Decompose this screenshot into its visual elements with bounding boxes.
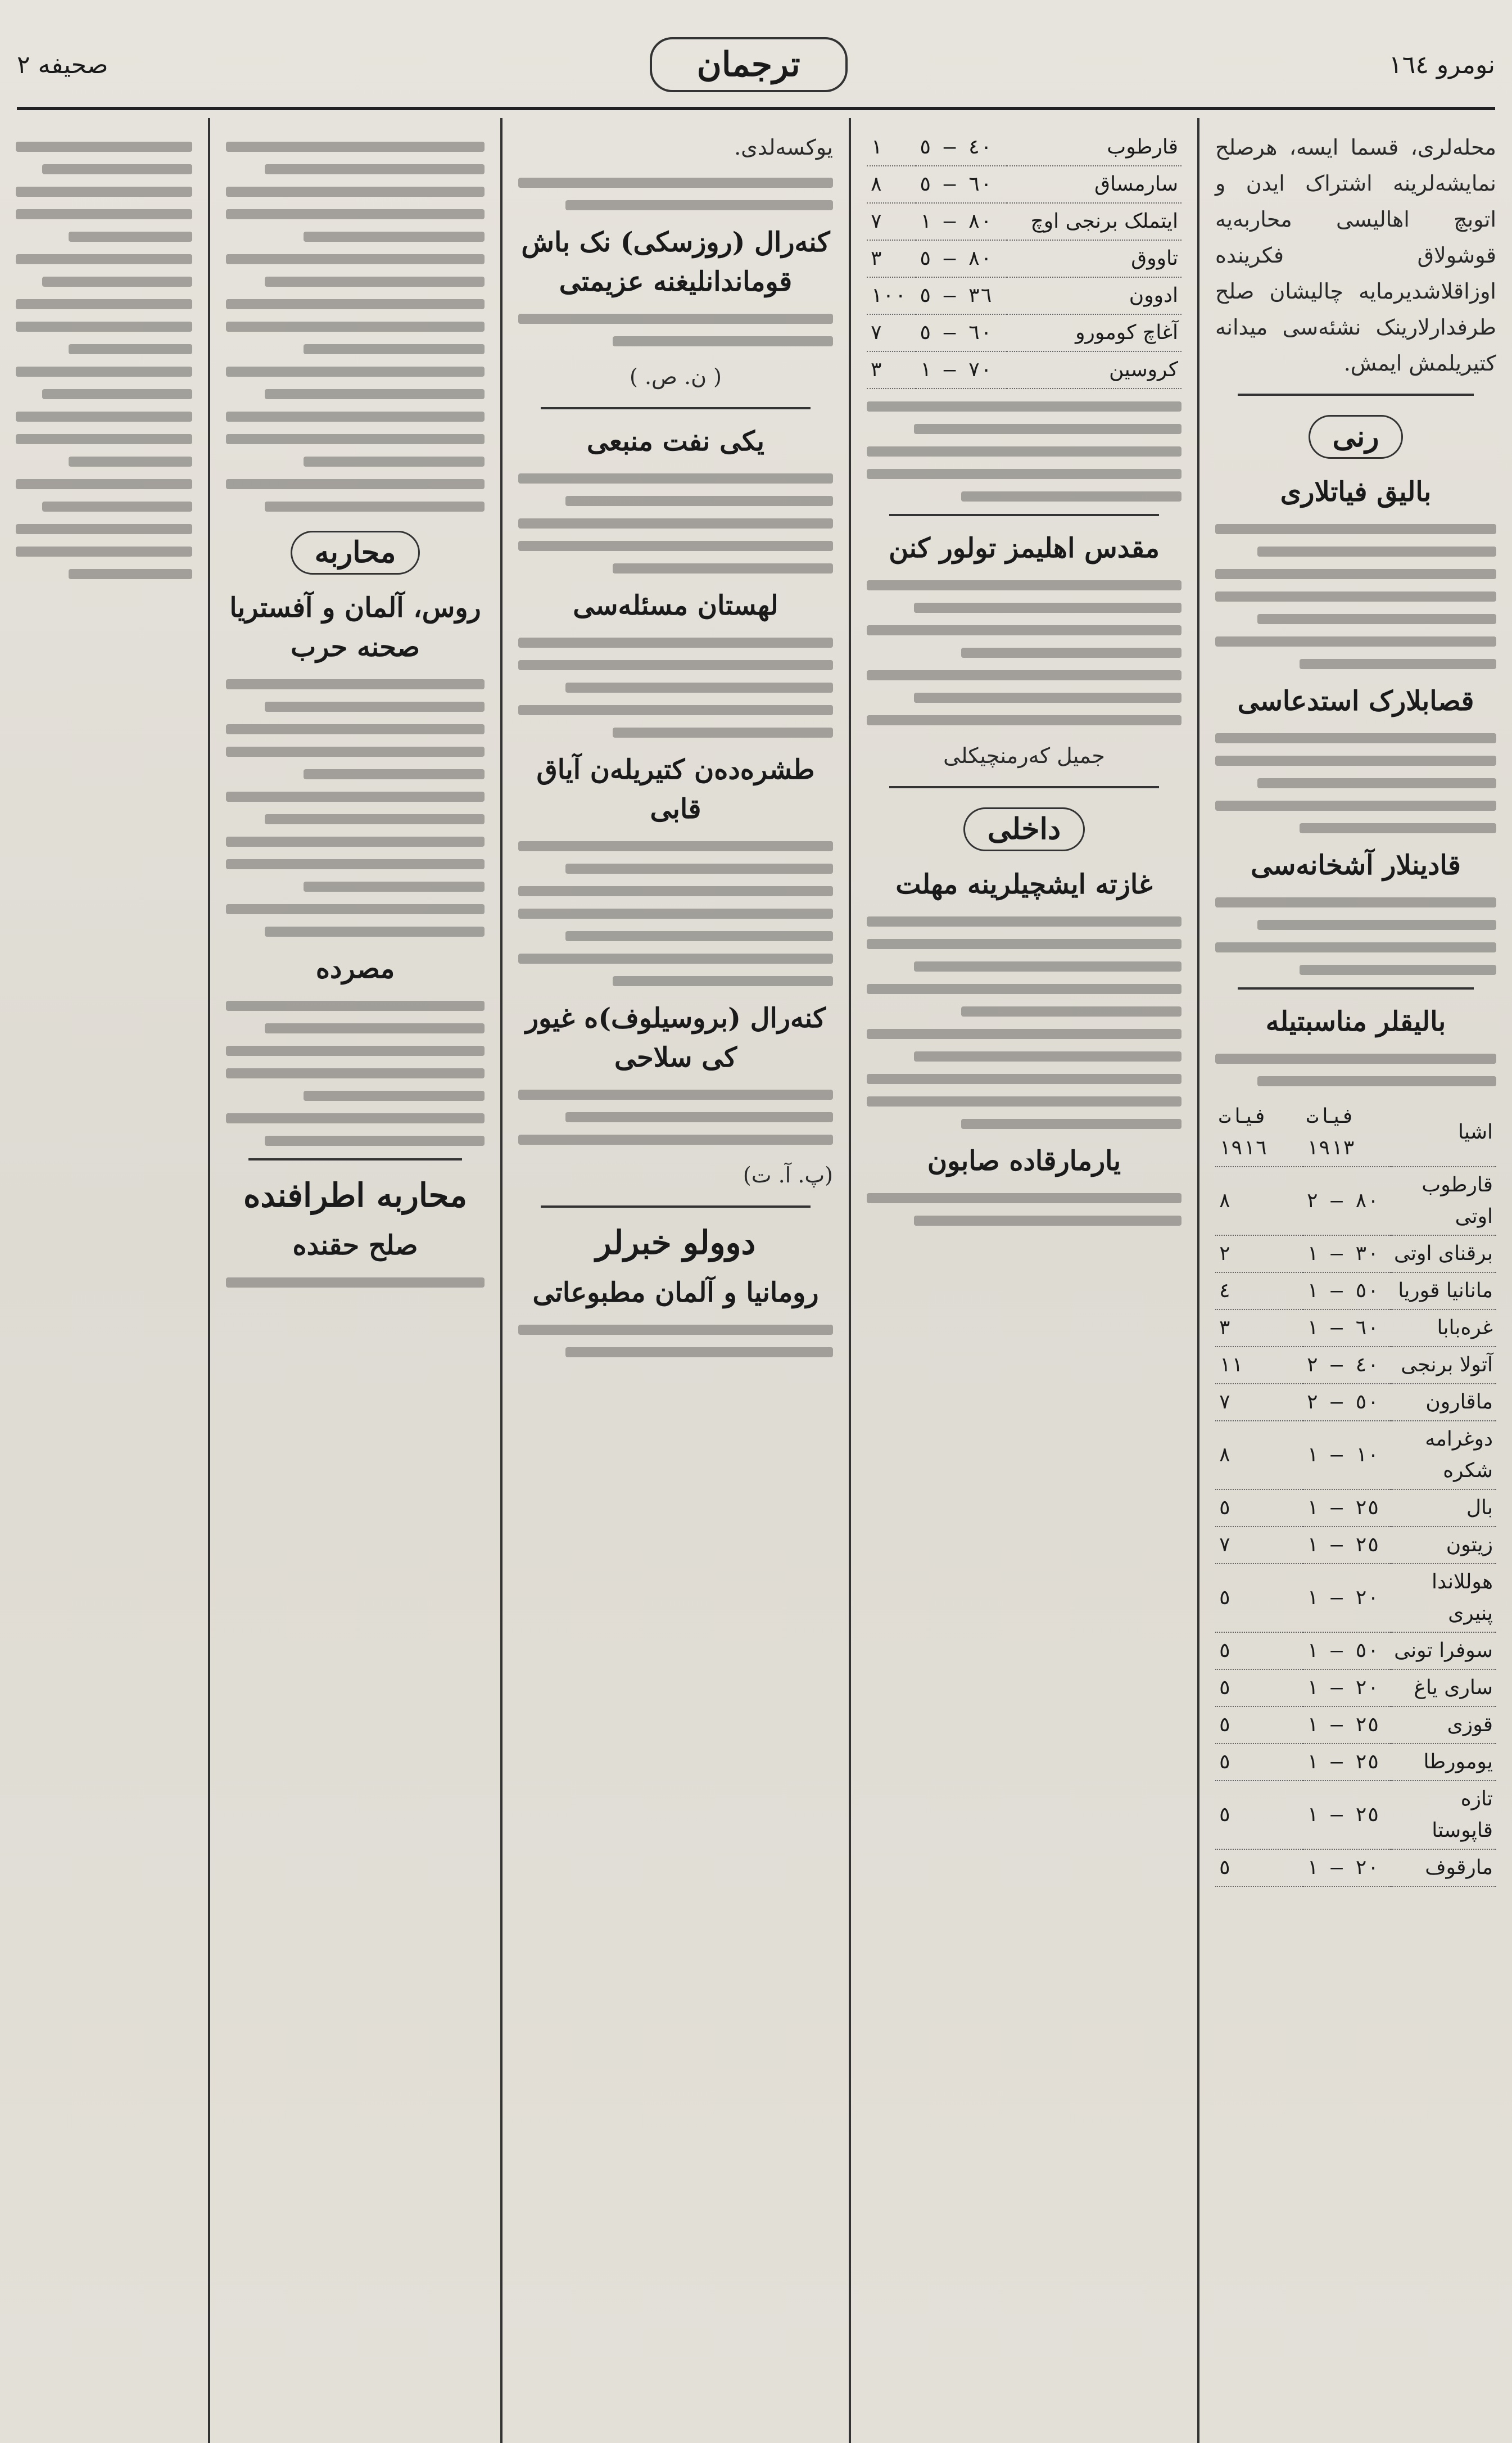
table-cell: ١٠ — ١ — [1303, 1421, 1391, 1489]
table-cell: مارقوف — [1391, 1849, 1496, 1886]
text-line — [16, 209, 192, 219]
signature: ( ن. ص. ) — [630, 364, 722, 389]
text-line — [16, 479, 192, 489]
table-cell: قارطوب اوتی — [1391, 1167, 1496, 1235]
text-line — [518, 518, 833, 529]
table-cell: ٨٠ — ٢ — [1303, 1167, 1391, 1235]
table-cell: ٥ — [1215, 1564, 1303, 1632]
intro-paragraph: محله‌لری، قسما ایسه، هرصلح نمایشه‌لرینه اشتراک ایدن و اتوبچ اهالیسی محاربه‌یه قوشولاق فکرینده اوزاقلاشدیرمایه چالیشان صلح طرفدارلارینک نشئه‌سی میدانه کتیریلمش ایمش. — [1215, 135, 1496, 376]
text-line — [1215, 756, 1496, 766]
signature-2: (پ. آ. ت) — [743, 1163, 833, 1187]
text-line — [226, 904, 485, 914]
table-cell: ٦٠ — ٥ — [916, 166, 1006, 203]
fish-occasion-heading: بالیقلر مناسبتیله — [1265, 1006, 1446, 1037]
text-line — [867, 939, 1181, 949]
table-cell: ٧ — [867, 203, 916, 240]
text-line — [42, 389, 192, 399]
text-line — [265, 814, 485, 824]
issue-number: نومرو ۱٦٤ — [1389, 50, 1495, 79]
table-cell: ٣ — [867, 351, 916, 389]
divider — [889, 786, 1159, 788]
romania-heading: رومانیا و آلمان مطبوعاتی — [532, 1277, 819, 1308]
table-row — [867, 314, 1181, 351]
table-row — [1215, 1167, 1496, 1235]
column-5 — [0, 118, 208, 2443]
text-line — [69, 457, 192, 467]
text-line — [1215, 1054, 1496, 1064]
table-cell: ٥ — [1215, 1489, 1303, 1527]
newspaper-title: ترجمان — [650, 37, 848, 92]
text-line — [265, 1136, 485, 1146]
text-line — [613, 728, 833, 738]
text-line — [565, 864, 833, 874]
table-row — [1215, 1272, 1496, 1309]
text-line — [518, 178, 833, 188]
text-line — [69, 344, 192, 354]
text-line — [265, 164, 485, 174]
text-line — [961, 491, 1181, 502]
table-cell: ٣٦ — ٥ — [916, 277, 1006, 314]
table-cell: زیتون — [1391, 1527, 1496, 1564]
text-line — [565, 200, 833, 210]
table-cell: ٢٥ — ١ — [1303, 1489, 1391, 1527]
table-cell: ٥ — [1215, 1849, 1303, 1886]
text-line — [518, 541, 833, 551]
text-line — [304, 457, 485, 467]
saint-heading: مقدس اهلیمز تولور کنن — [889, 532, 1160, 564]
text-line — [867, 1029, 1181, 1039]
text-line — [518, 638, 833, 648]
text-line — [961, 1006, 1181, 1017]
table-cell: ٨ — [1215, 1421, 1303, 1489]
section-heading: رنی — [1309, 415, 1404, 459]
text-line — [518, 1090, 833, 1100]
text-line — [42, 502, 192, 512]
table-cell: ٢٥ — ١ — [1303, 1781, 1391, 1849]
text-line — [867, 715, 1181, 725]
table-cell: آغاچ کومورو — [1007, 314, 1181, 351]
table-cell: ٢٥ — ١ — [1303, 1527, 1391, 1564]
text-line — [16, 412, 192, 422]
text-line — [1257, 778, 1496, 788]
table-row — [1215, 1309, 1496, 1347]
table-cell: ٥٠ — ٢ — [1303, 1384, 1391, 1421]
table-cell: ٥٠ — ١ — [1303, 1632, 1391, 1669]
text-line — [304, 232, 485, 242]
text-line — [16, 524, 192, 534]
table-cell: ١ — [867, 129, 916, 166]
table-row — [1215, 1384, 1496, 1421]
text-line — [226, 837, 485, 847]
masthead-bar — [17, 22, 1495, 110]
text-line — [867, 625, 1181, 635]
text-line — [565, 683, 833, 693]
text-line — [265, 389, 485, 399]
text-line — [565, 931, 833, 941]
table-row — [1215, 1632, 1496, 1669]
column-3 — [500, 118, 849, 2443]
table-cell: ٥٠ — ١ — [1303, 1272, 1391, 1309]
table-cell: آتولا برنجی — [1391, 1347, 1496, 1384]
table-cell: ٥ — [1215, 1744, 1303, 1781]
text-line — [914, 1216, 1181, 1226]
text-line — [961, 648, 1181, 658]
table-cell: ٣ — [867, 240, 916, 277]
text-line — [867, 1096, 1181, 1107]
table-cell: ٨ — [867, 166, 916, 203]
text-line — [226, 724, 485, 734]
text-line — [518, 660, 833, 670]
table-cell: ایتملک برنجی اوچ — [1007, 203, 1181, 240]
text-line — [69, 232, 192, 242]
oil-heading: یکی نفت منبعی — [587, 426, 764, 457]
text-line — [565, 1347, 833, 1357]
text-line — [226, 142, 485, 152]
table-cell: غره‌بابا — [1391, 1309, 1496, 1347]
text-line — [304, 1091, 485, 1101]
text-line — [613, 563, 833, 574]
text-line — [265, 1023, 485, 1033]
text-line — [16, 322, 192, 332]
war-around-heading: محاربه اطرافنده — [243, 1176, 468, 1214]
table-cell: ٥ — [1215, 1632, 1303, 1669]
text-line — [914, 1051, 1181, 1062]
table-cell: ٥ — [1215, 1706, 1303, 1744]
table-cell: ٨٠ — ١ — [916, 203, 1006, 240]
shoes-heading: طشره‌ده‌ن کتیریله‌ن آیاق قابی — [536, 754, 815, 825]
column-2 — [849, 118, 1197, 2443]
table-cell: ٢٥ — ١ — [1303, 1706, 1391, 1744]
table-cell: ٦٠ — ٥ — [916, 314, 1006, 351]
text-line — [914, 961, 1181, 972]
table-cell: ١٠٠ — [867, 277, 916, 314]
butcher-heading: قصابلارک استدعاسی — [1237, 685, 1474, 717]
text-line — [914, 424, 1181, 434]
column-4 — [208, 118, 500, 2443]
fish-prices-heading: بالیق فیاتلاری — [1280, 476, 1432, 508]
table-cell: سوفرا تونی — [1391, 1632, 1496, 1669]
text-line — [226, 792, 485, 802]
text-line — [1215, 733, 1496, 743]
text-line — [226, 299, 485, 309]
price-table-2 — [867, 129, 1181, 389]
text-line — [1215, 801, 1496, 811]
text-line — [226, 859, 485, 869]
russia-heading: روس، آلمان و آفستریا صحنه حرب — [229, 592, 481, 663]
text-line — [69, 569, 192, 579]
text-line — [42, 277, 192, 287]
text-line — [867, 580, 1181, 590]
table-header: اشیا — [1391, 1099, 1496, 1167]
table-cell: ٧٠ — ١ — [916, 351, 1006, 389]
text-line — [1300, 965, 1496, 975]
text-line — [867, 1193, 1181, 1203]
brusilov-heading: کنه‌رال (بروسیلوف)ه غیور کی سلاحی — [525, 1003, 826, 1073]
table-row — [867, 240, 1181, 277]
text-line — [16, 142, 192, 152]
kitchens-heading: قادینلار آشخانه‌سی — [1251, 850, 1461, 881]
text-line — [226, 322, 485, 332]
text-line — [304, 882, 485, 892]
text-line — [1257, 1076, 1496, 1086]
table-cell: تاووق — [1007, 240, 1181, 277]
table-row — [1215, 1527, 1496, 1564]
text-line — [518, 314, 833, 324]
general-heading: کنه‌رال (روزسکی) نک باش قوماندانلیغنه عزیمتی — [521, 227, 830, 297]
text-line — [867, 916, 1181, 927]
text-line — [226, 1001, 485, 1011]
text-line — [265, 277, 485, 287]
table-row — [1215, 1706, 1496, 1744]
text-line — [613, 976, 833, 986]
table-row — [1215, 1235, 1496, 1272]
text-line — [265, 702, 485, 712]
table-cell: ٧ — [1215, 1527, 1303, 1564]
column-1 — [1197, 118, 1512, 2443]
table-cell: ٥ — [1215, 1781, 1303, 1849]
text-line — [1215, 942, 1496, 952]
text-line — [1300, 659, 1496, 669]
text-line — [867, 984, 1181, 994]
table-row — [867, 277, 1181, 314]
text-line — [867, 401, 1181, 412]
newspaper-deadline-heading: غازته ایشچیلرینه مهلت — [895, 869, 1153, 900]
text-line — [867, 670, 1181, 680]
text-line — [226, 1113, 485, 1123]
divider — [541, 1205, 811, 1208]
text-line — [613, 336, 833, 346]
table-cell: ٤٠ — ٥ — [916, 129, 1006, 166]
text-line — [226, 434, 485, 444]
text-line — [226, 479, 485, 489]
text-line — [226, 209, 485, 219]
divider — [889, 514, 1159, 516]
text-line — [1215, 897, 1496, 907]
table-cell: کروسین — [1007, 351, 1181, 389]
table-row — [1215, 1489, 1496, 1527]
table-cell: برقنای اوتی — [1391, 1235, 1496, 1272]
page-label: صحیفه ۲ — [17, 50, 108, 79]
table-cell: ٨ — [1215, 1167, 1303, 1235]
text-line — [867, 446, 1181, 457]
text-line — [226, 747, 485, 757]
table-row — [867, 351, 1181, 389]
text-line — [518, 954, 833, 964]
table-cell: ٣٠ — ١ — [1303, 1235, 1391, 1272]
text-line — [226, 254, 485, 264]
table-cell: ٢٥ — ١ — [1303, 1744, 1391, 1781]
text-line — [304, 769, 485, 779]
table-row — [867, 203, 1181, 240]
foreign-news-heading: دوولو خبرلر — [595, 1223, 756, 1262]
text-line — [518, 705, 833, 715]
text-line — [518, 1325, 833, 1335]
divider — [1238, 394, 1474, 396]
table-cell: هوللاندا پنیری — [1391, 1564, 1496, 1632]
text-line — [914, 603, 1181, 613]
divider — [248, 1158, 462, 1160]
text-line — [304, 344, 485, 354]
text-line — [226, 187, 485, 197]
text-line — [226, 1277, 485, 1288]
table-row — [1215, 1781, 1496, 1849]
text-line — [565, 496, 833, 506]
table-row — [1215, 1347, 1496, 1384]
table-cell: ادوون — [1007, 277, 1181, 314]
text-line — [867, 469, 1181, 479]
text-line — [16, 254, 192, 264]
text-line — [1257, 614, 1496, 624]
table-row — [1215, 1669, 1496, 1706]
text-line — [16, 187, 192, 197]
text-line — [16, 299, 192, 309]
text-line — [518, 841, 833, 851]
text-line — [518, 886, 833, 896]
table-row — [1215, 1421, 1496, 1489]
table-cell: یومورطا — [1391, 1744, 1496, 1781]
table-cell: ٢٠ — ١ — [1303, 1669, 1391, 1706]
egypt-heading: مصرده — [315, 953, 395, 985]
text-line — [1215, 569, 1496, 579]
text-line — [1215, 636, 1496, 647]
text-line — [265, 927, 485, 937]
text-line — [1215, 591, 1496, 602]
table-cell: دوغرامه‌ شکره — [1391, 1421, 1496, 1489]
divider — [1238, 987, 1474, 990]
text-line — [518, 909, 833, 919]
poland-heading: لهستان مسئله‌سی — [573, 590, 778, 621]
table-cell: ماقارون — [1391, 1384, 1496, 1421]
table-cell: ٥ — [1215, 1669, 1303, 1706]
table-row — [1215, 1744, 1496, 1781]
table-cell: ساری یاغ — [1391, 1669, 1496, 1706]
table-row — [1215, 1564, 1496, 1632]
table-row — [1215, 1849, 1496, 1886]
table-row — [867, 129, 1181, 166]
table-cell: ٧ — [867, 314, 916, 351]
text-line — [518, 1135, 833, 1145]
text-line — [16, 434, 192, 444]
table-cell: مانانیا قوریا — [1391, 1272, 1496, 1309]
text-line — [1257, 920, 1496, 930]
text-line — [1300, 823, 1496, 833]
text-line — [226, 367, 485, 377]
text-line — [42, 164, 192, 174]
table-cell: قوزی — [1391, 1706, 1496, 1744]
soap-heading: یارمارقاده صابون — [927, 1145, 1121, 1177]
text-line — [16, 547, 192, 557]
text-line — [226, 679, 485, 689]
war-section: محاربه — [291, 531, 420, 575]
domestic-section: داخلی — [963, 807, 1085, 851]
intro-fragment: یوکسه‌لدی. — [734, 135, 833, 160]
table-cell: ٣ — [1215, 1309, 1303, 1347]
table-cell: ٢٠ — ١ — [1303, 1564, 1391, 1632]
table-cell: بال — [1391, 1489, 1496, 1527]
text-line — [226, 1046, 485, 1056]
text-line — [16, 367, 192, 377]
table-row — [867, 166, 1181, 203]
text-line — [518, 473, 833, 484]
table-cell: سارمساق — [1007, 166, 1181, 203]
poem-author: جمیل که‌رمنچیکلی — [943, 743, 1105, 768]
columns — [0, 118, 1512, 2443]
peace-heading: صلح حقنده — [292, 1230, 418, 1261]
table-cell: ٦٠ — ١ — [1303, 1309, 1391, 1347]
text-line — [226, 412, 485, 422]
text-line — [914, 693, 1181, 703]
table-cell: ٧ — [1215, 1384, 1303, 1421]
table-cell: ٤٠ — ٢ — [1303, 1347, 1391, 1384]
table-cell: تازه قاپوستا — [1391, 1781, 1496, 1849]
text-line — [226, 1068, 485, 1078]
text-line — [565, 1112, 833, 1122]
text-line — [1215, 524, 1496, 534]
table-header: فیات ۱۹۱۳ — [1303, 1099, 1391, 1167]
table-cell: ٨٠ — ٥ — [916, 240, 1006, 277]
table-cell: ٤ — [1215, 1272, 1303, 1309]
table-header: فیات ۱۹۱٦ — [1215, 1099, 1303, 1167]
table-cell: ٢٠ — ١ — [1303, 1849, 1391, 1886]
price-table — [1215, 1099, 1496, 1887]
table-cell: ١١ — [1215, 1347, 1303, 1384]
divider — [541, 407, 811, 409]
text-line — [1257, 547, 1496, 557]
text-line — [265, 502, 485, 512]
text-line — [867, 1074, 1181, 1084]
table-cell: ٢ — [1215, 1235, 1303, 1272]
table-cell: قارطوب — [1007, 129, 1181, 166]
text-line — [961, 1119, 1181, 1129]
